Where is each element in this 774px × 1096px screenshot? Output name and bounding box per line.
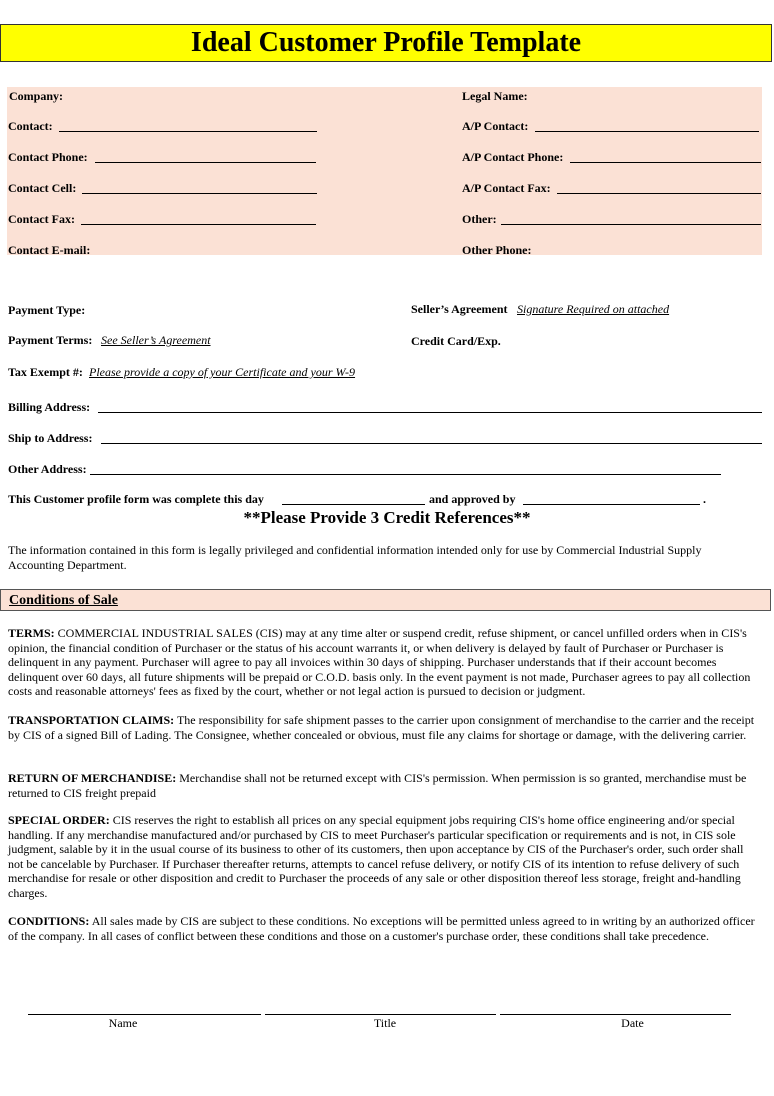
signature-title-line[interactable] <box>265 1014 496 1015</box>
conditions-heading <box>0 589 771 611</box>
signature-title-label: Title <box>373 1016 397 1030</box>
condition-text: Merchandise shall not be returned except with CIS's permission. When permission is so granted, merchandise must be returned to CIS freight prepaid <box>8 771 747 800</box>
signature-date-line[interactable] <box>500 1014 731 1015</box>
condition-head: TRANSPORTATION CLAIMS: <box>8 713 175 727</box>
contact-fax-label: Contact Fax: <box>8 212 75 226</box>
page-title: Ideal Customer Profile Template <box>0 24 772 62</box>
sellers-agreement-label: Seller’s Agreement <box>411 302 508 316</box>
completion-middle: and approved by <box>429 492 516 506</box>
confidential-note: The information contained in this form is legally privileged and confidential information intended only for use by Commercial Industrial Supply Accounting Department. <box>8 543 702 572</box>
other-phone-label: Other Phone: <box>462 243 532 257</box>
ap-contact-fax-label: A/P Contact Fax: <box>462 181 551 195</box>
completion-suffix: . <box>703 492 706 506</box>
company-label: Company: <box>9 89 64 103</box>
signature-name-label: Name <box>108 1016 138 1030</box>
contact-cell-label: Contact Cell: <box>8 181 77 195</box>
contact-section <box>7 87 762 255</box>
contact-phone-label: Contact Phone: <box>8 150 88 164</box>
ap-contact-fax-field[interactable] <box>557 193 761 194</box>
condition-conditions <box>8 914 760 943</box>
other-address-label: Other Address: <box>8 462 87 476</box>
tax-exempt-label: Tax Exempt #: <box>8 365 83 379</box>
contact-label: Contact: <box>8 119 53 133</box>
condition-text: COMMERCIAL INDUSTRIAL SALES (CIS) may at any time alter or suspend credit, refuse shipment, or cancel unfilled orders when in CIS's opinion, the financial condition of Purchaser or the status of his account warrants it, or when delivery is delayed by fault of Purchaser or Purchaser is delinquent in any payment. Purchaser will agree to pay all invoices within 30 days of shipping. Purchaser understands that if their account becomes delinquent over 60 days, all future shipments will be prepaid or C.O.D. basis only. In the event payment is not made, Purchaser agrees to pay all collection costs and reasonable attorneys' fees as fixed by the court, whether or not legal action is pursued to decision or judgment. <box>8 626 751 698</box>
condition-text: The responsibility for safe shipment passes to the carrier upon consignment of merchandise to the carrier and the receipt by CIS of a signed Bill of Lading. The Consignee, whether concealed or obvious, must file any claims for shortage or damage, with the delivering carrier. <box>8 713 755 742</box>
approved-by-field[interactable] <box>523 504 700 505</box>
ap-contact-label: A/P Contact: <box>462 119 529 133</box>
condition-head: RETURN OF MERCHANDISE: <box>8 771 177 785</box>
condition-head: TERMS: <box>8 626 55 640</box>
condition-terms <box>8 626 760 699</box>
condition-head: SPECIAL ORDER: <box>8 813 110 827</box>
completion-day-field[interactable] <box>282 504 425 505</box>
conditions-heading-text: Conditions of Sale <box>9 593 118 608</box>
other-field[interactable] <box>501 224 761 225</box>
completion-prefix: This Customer profile form was complete this day <box>8 492 264 506</box>
ship-to-address-field[interactable] <box>101 443 762 444</box>
ap-contact-field[interactable] <box>535 131 759 132</box>
sellers-agreement-value: Signature Required on attached <box>517 302 670 316</box>
condition-text: All sales made by CIS are subject to these conditions. No exceptions will be permitted unless agreed to in writing by an authorized officer of the company. In all cases of conflict between these conditions and those on a customer's purchase order, these conditions shall take precedence. <box>8 914 755 943</box>
ap-contact-phone-field[interactable] <box>570 162 761 163</box>
payment-type-label: Payment Type: <box>8 303 86 317</box>
contact-field[interactable] <box>59 131 317 132</box>
contact-phone-field[interactable] <box>95 162 316 163</box>
billing-address-label: Billing Address: <box>8 400 91 414</box>
condition-transportation <box>8 713 760 742</box>
signature-date-label: Date <box>621 1016 644 1030</box>
other-address-field[interactable] <box>90 474 721 475</box>
payment-terms-value: See Seller’s Agreement <box>101 333 211 347</box>
legal-name-label: Legal Name: <box>462 89 528 103</box>
payment-terms-label: Payment Terms: <box>8 333 93 347</box>
condition-return <box>8 771 760 800</box>
billing-address-field[interactable] <box>98 412 762 413</box>
condition-text: CIS reserves the right to establish all prices on any special equipment jobs requiring CIS's home office engineering and/or special handling. If any merchandise manufactured and/or purchased by CIS to meet Purchaser's particular specification or requirements and is not, in CIS sole judgment, salable by it in the usual course of its business to other of its customers, then upon acceptance by CIS of the Purchaser's order, such order shall not be cancelable by Purchaser. If Purchaser thereafter returns, attempts to cancel refuse delivery, or notify CIS of its intention to refuse delivery of such merchandise for resale or other disposition and credit to Purchaser the proceeds of any sale or other disposition thereof less storage, freight and-handling charges. <box>8 813 744 900</box>
contact-fax-field[interactable] <box>81 224 316 225</box>
contact-email-label: Contact E-mail: <box>8 243 91 257</box>
condition-head: CONDITIONS: <box>8 914 90 928</box>
signature-name-line[interactable] <box>28 1014 261 1015</box>
condition-special-order <box>8 813 760 900</box>
credit-card-label: Credit Card/Exp. <box>411 334 501 348</box>
contact-cell-field[interactable] <box>82 193 317 194</box>
other-label: Other: <box>462 212 497 226</box>
ship-to-address-label: Ship to Address: <box>8 431 93 445</box>
tax-exempt-value: Please provide a copy of your Certificate and your W-9 <box>89 365 356 379</box>
ap-contact-phone-label: A/P Contact Phone: <box>462 150 564 164</box>
credit-references-heading: **Please Provide 3 Credit References** <box>243 508 531 527</box>
